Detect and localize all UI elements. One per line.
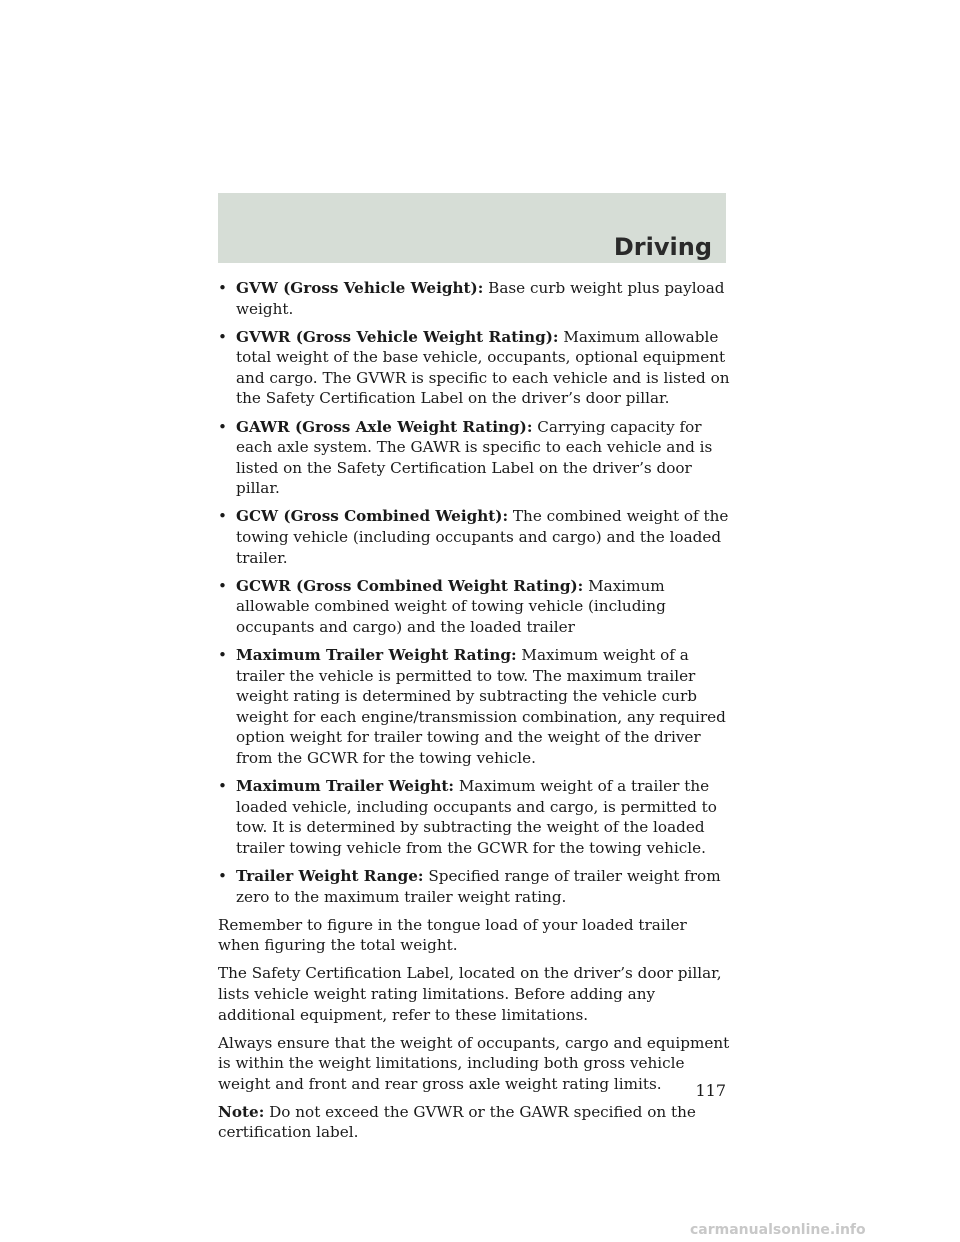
definition-item-trailer-weight-range [218, 866, 730, 907]
bullet-icon: • [218, 279, 227, 297]
section-header-band [218, 193, 726, 263]
bullet-icon: • [218, 646, 227, 664]
note-label: Note: [218, 1102, 265, 1121]
definition-text: Maximum weight of a trailer the vehicle is permitted to tow. The maximum trailer weight rating is determined by subtracting the vehicle curb weight for each engine/transmission combination, any required option weight for trailer towing and the weight of the driver from the GCWR for the towing vehicle. [236, 646, 726, 767]
definition-term: GVW (Gross Vehicle Weight): [236, 279, 484, 297]
definition-text: Carrying capacity for each axle system. The GAWR is specific to each vehicle and is listed on the Safety Certification Label on the driver’s door pillar. [236, 417, 713, 498]
definition-item-gcw [218, 506, 730, 568]
definition-term: GVWR (Gross Vehicle Weight Rating): [236, 327, 559, 346]
note-text: Do not exceed the GVWR or the GAWR specified on the certification label. [218, 1102, 696, 1142]
bullet-icon: • [218, 327, 227, 346]
definition-term: Maximum Trailer Weight Rating: [236, 646, 517, 664]
bullet-icon: • [218, 866, 227, 885]
paragraph-tongue-load: Remember to figure in the tongue load of your loaded trailer when figuring the total weight. [218, 915, 687, 955]
note-paragraph [218, 1102, 730, 1143]
definition-item-max-trailer-weight [218, 776, 730, 858]
definition-text: Specified range of trailer weight from zero to the maximum trailer weight rating. [236, 866, 721, 906]
definition-term: GAWR (Gross Axle Weight Rating): [236, 417, 533, 436]
bullet-icon: • [218, 777, 227, 796]
definition-text: The combined weight of the towing vehicle (including occupants and cargo) and the loaded trailer. [236, 507, 729, 567]
definition-term: Maximum Trailer Weight: [236, 777, 455, 796]
definition-list [218, 278, 730, 907]
definition-item-gcwr [218, 576, 730, 638]
page-number: 117 [695, 1081, 726, 1100]
definition-item-gvw [218, 278, 730, 319]
definition-text: Maximum allowable combined weight of towing vehicle (including occupants and cargo) and the loaded trailer [236, 576, 666, 636]
definition-term: GCW (Gross Combined Weight): [236, 507, 509, 526]
definition-item-max-trailer-weight-rating [218, 645, 730, 769]
paragraph-weight-limits: Always ensure that the weight of occupants, cargo and equipment is within the weight limitations, including both gross vehicle weight and front and rear gross axle weight rating limits. [218, 1033, 730, 1093]
definition-text: Maximum weight of a trailer the loaded vehicle, including occupants and cargo, is permitted to tow. It is determined by subtracting the weight of the loaded trailer towing vehicle from the GCWR for the towing vehicle. [236, 777, 717, 857]
bullet-icon: • [218, 576, 227, 595]
section-title: Driving [613, 233, 712, 261]
paragraph-certification-label: The Safety Certification Label, located on the driver’s door pillar, lists vehicle weight rating limitations. Before adding any additional equipment, refer to these limitations. [218, 964, 722, 1024]
page-content [218, 278, 730, 1151]
definition-text: Base curb weight plus payload weight. [236, 279, 725, 318]
definition-term: GCWR (Gross Combined Weight Rating): [236, 576, 584, 595]
watermark-text: carmanualsonline.info [690, 1222, 866, 1238]
definition-term: Trailer Weight Range: [236, 866, 424, 885]
definition-text: Maximum allowable total weight of the base vehicle, occupants, optional equipment and cargo. The GVWR is specific to each vehicle and is listed on the Safety Certification Label on the driver’s door pillar. [236, 327, 730, 408]
bullet-icon: • [218, 417, 227, 436]
definition-item-gvwr [218, 327, 730, 409]
bullet-icon: • [218, 507, 227, 526]
definition-item-gawr [218, 417, 730, 499]
